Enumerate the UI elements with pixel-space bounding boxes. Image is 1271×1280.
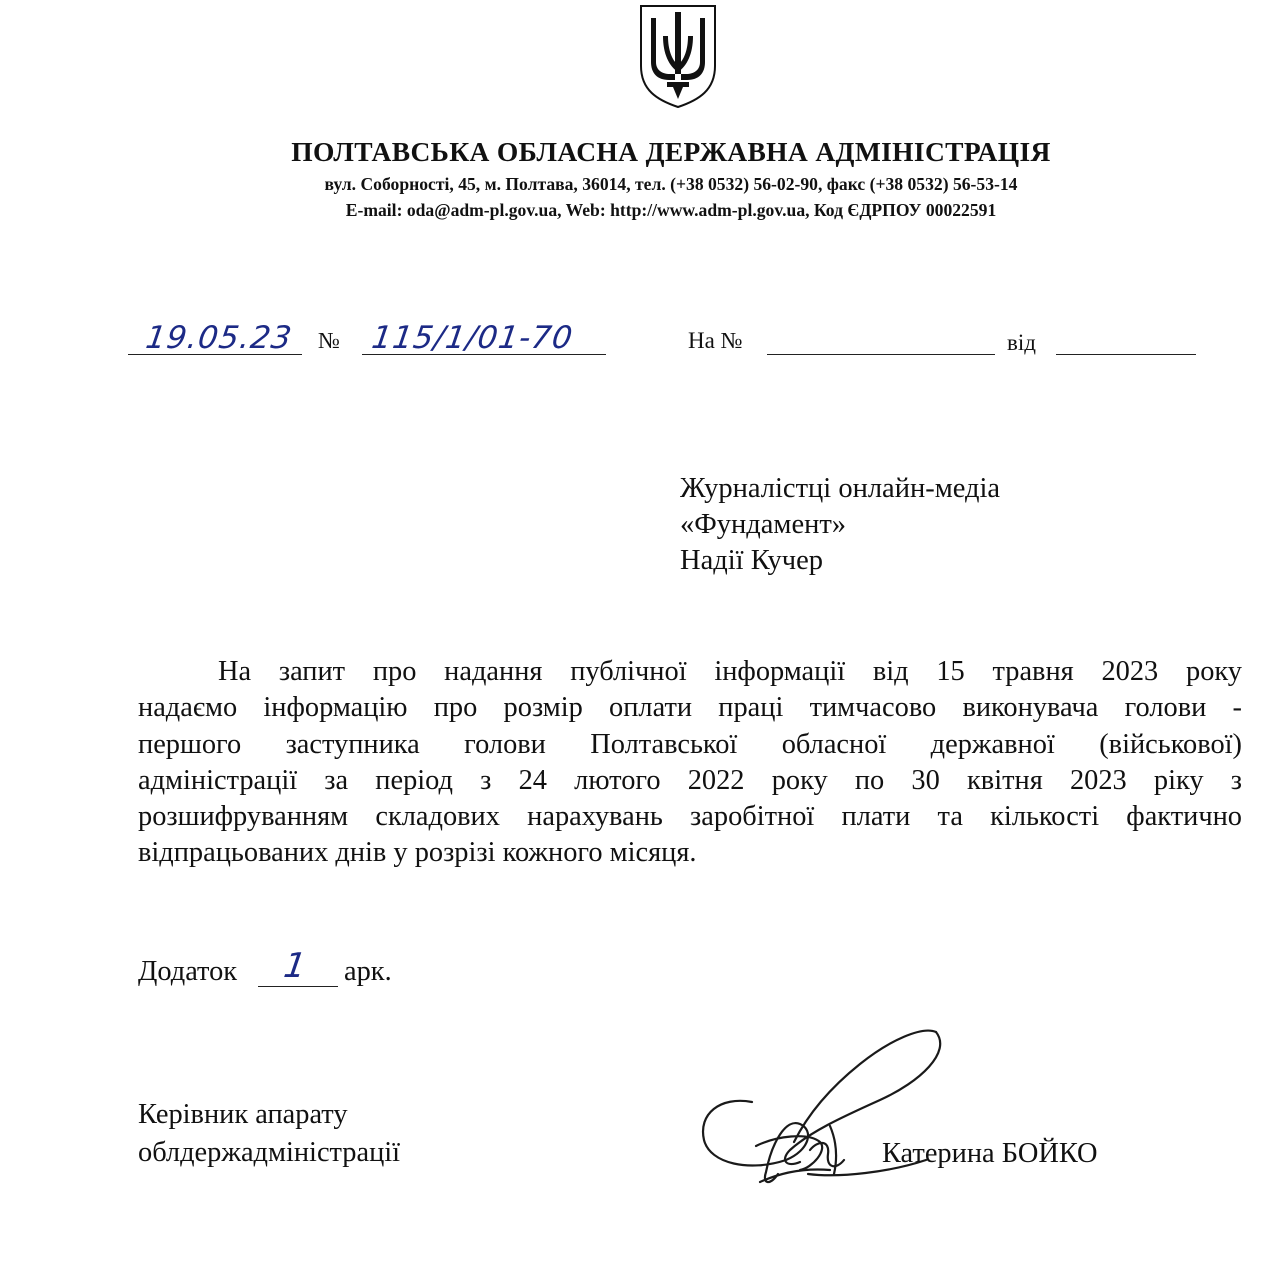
signer-position-line: Керівник апарату [138,1099,348,1130]
signer-name: Катерина БОЙКО [882,1138,1098,1169]
body-line: відпрацьованих днів у розрізі кожного місяця. [138,837,697,869]
reply-date-label: від [1007,330,1036,355]
organization-contacts: E-mail: oda@adm-pl.gov.ua, Web: http://www.adm-pl.gov.ua, Код ЄДРПОУ 00022591 [345,200,997,220]
addressee-line: «Фундамент» [680,509,847,540]
attachment-label: Додаток [138,956,238,987]
body-line: надаємо інформацію про розмір оплати праці тимчасово виконувача голови - [138,692,1242,724]
signer-position [138,1096,400,1172]
addressee-line: Журналістці онлайн-медіа [680,473,1001,504]
outgoing-date: 19.05.23 [143,320,295,356]
coat-of-arms-icon [637,2,719,110]
organization-address: вул. Соборності, 45, м. Полтава, 36014, тел. (+38 0532) 56-02-90, факс (+38 0532) 56-53-14 [324,174,1018,194]
body-line: розшифруванням складових нарахувань заробітної плати та кількості фактично [138,801,1242,833]
outgoing-number: 115/1/01-70 [369,320,576,356]
body-line: На запит про надання публічної інформації від 15 травня 2023 року [218,656,1242,687]
signer-position-line: облдержадміністрації [138,1137,401,1168]
number-label: № [318,328,340,353]
outgoing-number-field [362,316,606,360]
organization-name: ПОЛТАВСЬКА ОБЛАСНА ДЕРЖАВНА АДМІНІСТРАЦІЯ [291,136,1051,167]
attachment-count: 1 [281,946,310,986]
letter-body [138,654,1242,872]
attachment-line [138,946,538,990]
handwritten-signature-icon [690,1022,950,1198]
attachment-unit: арк. [344,956,392,987]
outgoing-date-field [128,316,302,360]
reply-date-blank [1056,354,1196,355]
reply-number-blank [767,354,995,355]
body-line: першого заступника голови Полтавської обласної державної (військової) [138,728,1242,760]
body-line: адміністрації за період з 24 лютого 2022 року по 30 квітня 2023 ріку з [138,764,1242,796]
reply-number-label: На № [688,328,743,353]
addressee-block [680,471,1000,579]
addressee-line: Надії Кучер [680,545,824,576]
